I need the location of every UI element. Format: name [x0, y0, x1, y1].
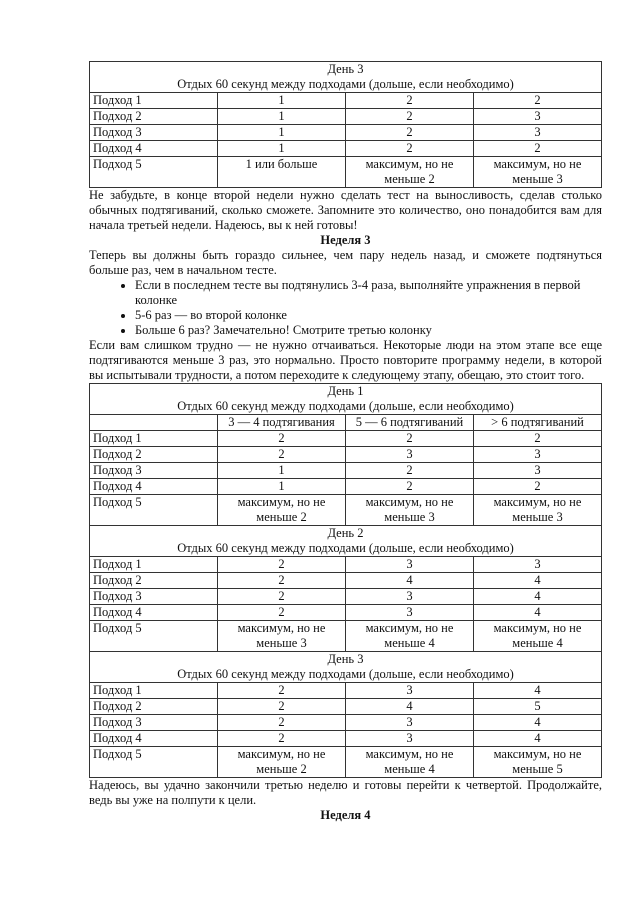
set-label: Подход 4 [90, 479, 218, 495]
table-row [90, 683, 602, 699]
list-item: • Больше 6 раз? Замечательно! Смотрите третью колонку [135, 323, 602, 338]
table-cell: максимум, но не меньше 4 [474, 621, 602, 652]
set-label: Подход 1 [90, 683, 218, 699]
table-cell: 2 [346, 431, 474, 447]
table-cell: 1 [218, 109, 346, 125]
set-label: Подход 2 [90, 447, 218, 463]
week3-heading: Неделя 3 [320, 233, 371, 247]
table-cell: 3 [346, 605, 474, 621]
table-row [90, 589, 602, 605]
set-label: Подход 5 [90, 621, 218, 652]
table-cell: 2 [218, 589, 346, 605]
endurance-paragraph: Не забудьте, в конце второй недели нужно сделать тест на выносливость, сделав столько обычных подтягиваний, сколько сможете. Запомните это количество, оно понадобится вам для начала третьей недели. Надеюсь, вы к ней готовы! [89, 188, 602, 232]
table-cell: 2 [218, 573, 346, 589]
day-header-row [90, 384, 602, 415]
day-title: День 1 [327, 384, 364, 398]
table-cell: 1 [218, 141, 346, 157]
too-hard-paragraph: Если вам слишком трудно — не нужно отчаиваться. Некоторые люди на этом этапе все еще подтягиваются меньше 3 раз, это нормально. Просто повторите программу недели, в которой вы испытывали трудности, а потом переходите к следующему этапу, обещаю, это стоит того. [89, 338, 602, 382]
set-label: Подход 2 [90, 109, 218, 125]
rest-note: Отдых 60 секунд между подходами (дольше, если необходимо) [177, 667, 514, 681]
day-title: День 3 [327, 62, 364, 76]
page-content [89, 61, 602, 823]
table-cell: максимум, но не меньше 4 [346, 621, 474, 652]
column-header: 5 — 6 подтягиваний [346, 415, 474, 431]
table-cell: 4 [346, 573, 474, 589]
table-cell: 2 [218, 557, 346, 573]
set-label: Подход 1 [90, 557, 218, 573]
set-label: Подход 4 [90, 605, 218, 621]
table-cell: 5 [474, 699, 602, 715]
column-header: > 6 подтягиваний [474, 415, 602, 431]
week2-day3-table [89, 61, 602, 188]
table-row [90, 141, 602, 157]
column-choice-list [89, 278, 602, 338]
table-cell: максимум, но не меньше 3 [474, 157, 602, 188]
table-row [90, 125, 602, 141]
table-cell: 2 [218, 431, 346, 447]
table-row [90, 557, 602, 573]
set-label: Подход 4 [90, 141, 218, 157]
table-cell: 4 [474, 715, 602, 731]
table-row [90, 109, 602, 125]
day-title: День 2 [327, 526, 364, 540]
day-header-row [90, 652, 602, 683]
set-label: Подход 2 [90, 573, 218, 589]
table-cell: 2 [474, 141, 602, 157]
table-cell: 3 [474, 447, 602, 463]
table-cell: 3 [346, 731, 474, 747]
table-row [90, 699, 602, 715]
table-cell: 3 [474, 109, 602, 125]
table-cell: 2 [218, 447, 346, 463]
list-item: • Если в последнем тесте вы подтянулись 3-4 раза, выполняйте упражнения в первой колонке [135, 278, 602, 308]
week3-intro-paragraph: Теперь вы должны быть гораздо сильнее, чем пару недель назад, и сможете подтянуться больше раз, чем в начальном тесте. [89, 248, 602, 277]
table-cell: 2 [346, 109, 474, 125]
week4-heading: Неделя 4 [320, 808, 371, 822]
rest-note: Отдых 60 секунд между подходами (дольше, если необходимо) [177, 399, 514, 413]
day-header-cell [90, 652, 602, 683]
table-cell: 1 или больше [218, 157, 346, 188]
table-row [90, 731, 602, 747]
table-row [90, 93, 602, 109]
table-cell: 4 [474, 605, 602, 621]
table-cell: 2 [346, 479, 474, 495]
set-label: Подход 1 [90, 93, 218, 109]
set-label: Подход 3 [90, 715, 218, 731]
table-cell: 3 [346, 589, 474, 605]
set-label: Подход 4 [90, 731, 218, 747]
table-cell: максимум, но не меньше 3 [474, 495, 602, 526]
table-cell: 1 [218, 125, 346, 141]
table-cell: максимум, но не меньше 2 [346, 157, 474, 188]
table-cell: максимум, но не меньше 3 [218, 621, 346, 652]
table-cell: 2 [218, 605, 346, 621]
table-cell: 2 [218, 683, 346, 699]
table-cell: 1 [218, 93, 346, 109]
set-label: Подход 3 [90, 463, 218, 479]
table-cell: 3 [474, 557, 602, 573]
week3-table [89, 383, 602, 778]
table-cell: 3 [346, 447, 474, 463]
table-cell: 4 [474, 683, 602, 699]
table-cell: 1 [218, 463, 346, 479]
table-row [90, 715, 602, 731]
table-row [90, 573, 602, 589]
table-cell: максимум, но не меньше 5 [474, 747, 602, 778]
table-cell: максимум, но не меньше 3 [346, 495, 474, 526]
set-label: Подход 5 [90, 747, 218, 778]
table-row [90, 447, 602, 463]
table-cell: 4 [474, 731, 602, 747]
table-cell: 2 [218, 731, 346, 747]
table-row [90, 157, 602, 188]
rest-note: Отдых 60 секунд между подходами (дольше, если необходимо) [177, 541, 514, 555]
set-label: Подход 5 [90, 495, 218, 526]
table-cell: 2 [346, 93, 474, 109]
table-row [90, 431, 602, 447]
table-cell: 2 [474, 93, 602, 109]
day-header-row [90, 62, 602, 93]
table-cell: 4 [346, 699, 474, 715]
table-cell: 2 [474, 479, 602, 495]
list-item: • 5-6 раз — во второй колонке [135, 308, 602, 323]
table-cell: 2 [346, 463, 474, 479]
column-header: 3 — 4 подтягивания [218, 415, 346, 431]
table-cell: 2 [218, 715, 346, 731]
empty-header-cell [90, 415, 218, 431]
set-label: Подход 3 [90, 589, 218, 605]
table-row [90, 605, 602, 621]
table-cell: максимум, но не меньше 4 [346, 747, 474, 778]
table-cell: 4 [474, 573, 602, 589]
rest-note: Отдых 60 секунд между подходами (дольше, если необходимо) [177, 77, 514, 91]
table-cell: максимум, но не меньше 2 [218, 747, 346, 778]
day-title: День 3 [327, 652, 364, 666]
table-cell: 3 [474, 125, 602, 141]
set-label: Подход 1 [90, 431, 218, 447]
day-header-row [90, 526, 602, 557]
table-row [90, 747, 602, 778]
table-cell: 3 [346, 557, 474, 573]
table-cell: 2 [218, 699, 346, 715]
day-header-cell [90, 526, 602, 557]
table-row [90, 479, 602, 495]
table-cell: 3 [346, 683, 474, 699]
day-header-cell [90, 384, 602, 415]
table-cell: 4 [474, 589, 602, 605]
table-row [90, 463, 602, 479]
table-row [90, 621, 602, 652]
table-cell: 1 [218, 479, 346, 495]
table-cell: максимум, но не меньше 2 [218, 495, 346, 526]
set-label: Подход 5 [90, 157, 218, 188]
table-cell: 3 [474, 463, 602, 479]
day-header-cell [90, 62, 602, 93]
finish-paragraph: Надеюсь, вы удачно закончили третью неделю и готовы перейти к четвертой. Продолжайте, ведь вы уже на полпути к цели. [89, 778, 602, 807]
table-cell: 2 [346, 125, 474, 141]
table-cell: 2 [474, 431, 602, 447]
table-row [90, 495, 602, 526]
set-label: Подход 3 [90, 125, 218, 141]
set-label: Подход 2 [90, 699, 218, 715]
table-cell: 2 [346, 141, 474, 157]
table-cell: 3 [346, 715, 474, 731]
column-header-row [90, 415, 602, 431]
